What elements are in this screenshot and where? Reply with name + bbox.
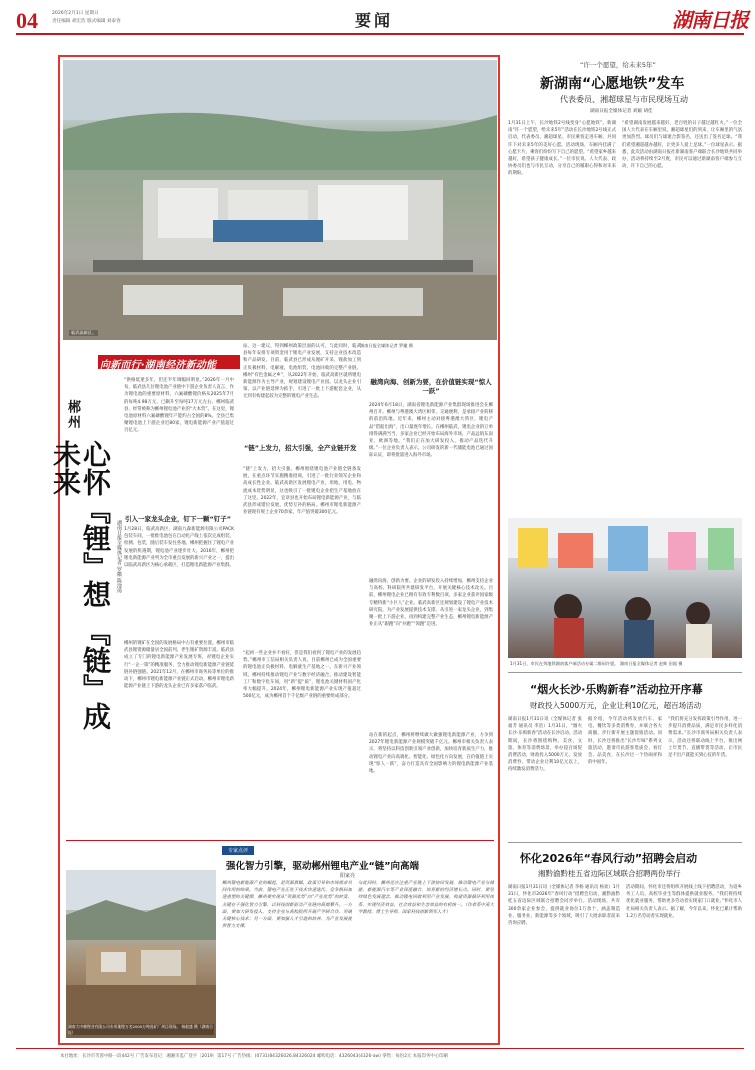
right-divider-2	[508, 842, 742, 843]
right-top-headline: 新湖南“心愿地铁”发车	[540, 76, 685, 92]
right-mid-subhead: 财政投入5000万元，企业让利10亿元，超百场活动	[530, 701, 702, 710]
right-top-byline: 湖南日报全媒体记者 刘颖 胡佳	[590, 109, 653, 114]
page-number: 04	[16, 8, 38, 33]
aerial-photo-industrial-park	[63, 60, 497, 340]
newspaper-logo: 湖南日报	[672, 10, 748, 32]
masthead-rule	[16, 33, 744, 35]
story-column-2-body: “链”上发力，招大引强。郴州围绕锂电池产业链全链条发展，在重点环节实施精准招商，引进了一批行业领军企业和高成长性企业。临武高新区发展锂电产业，用地、用电、物流成本优势明显，这也吸引了一批锂电企业把生产基地放在了这里。2022年，宜章县也开始布局锂电新能源产业，与临武县形成错位发展、优势互补的格局。郴州市锂电新能源产业链现有规上企业70余家，年产值突破300亿元。	[243, 467, 361, 516]
headline-byline: 湖南日报全媒体记者 罗徽 陈淦璋	[116, 520, 122, 594]
expert-comment-headline: 强化智力引擎，驱动郴州锂电产业“链”向高端	[226, 861, 419, 872]
right-bottom-headline: 怀化2026年“春风行动”招聘会启动	[520, 852, 698, 865]
mine-construction-photo	[66, 870, 216, 1038]
expert-comment-col1: 郴州锂电新能源产业的崛起，是资源禀赋、政策引导和市场需求共同作用的结果。当前，锂电产业正处于技术快速迭代、竞争格局加速重塑的关键期，郴州要实现从“资源优势”向“产业优势”的转变，关键在于强化智力引擎，以科技创新驱动产业链向高端攀升。一方面，要加大研发投入，支持企业与高校院所开展产学研合作，突破关键核心技术；另一方面，要加强人才引进和培养，为产业发展提供智力支撑。	[222, 881, 352, 930]
photo-credit: 湖南日报全媒体记者 罗徽 摄	[360, 343, 413, 348]
subhead-1: 引入一家龙头企业，钉下一颗“钉子”	[125, 515, 232, 523]
subhead-3: 融湾向海、创新为要，在价值链实现“惊人一跃”	[370, 378, 492, 395]
story-column-3-body-2: 站在新的起点，郴州将继续做大做强锂电新能源产业，力争到2027年锂电新能源产业规模突破千亿元。郴州市相关负责人表示，将坚持以科技创新引领产业创新，加快培育新质生产力，推动锂电产业向高端化、智能化、绿色化方向发展，在价值链上实现“惊人一跃”，奋力打造具有全国影响力的锂电新能源产业基地。	[369, 733, 493, 775]
right-top-kicker: “许一个愿望，给未来5年”	[580, 61, 656, 69]
right-bottom-col1: 湖南日报1月31日讯（全媒体记者 李杨 通讯员 杨欢）1月31日，怀化市2026年“春风行动”招聘会启动，湘黔渝黔桂五省边际区域联合招聘会同步举行。活动现场，共有300余家企业参会，提供就业岗位1万余个，涵盖制造业、服务业、新能源等多个领域，吸引了大批求职者前来咨询应聘。	[508, 885, 620, 927]
factory-buildings-illustration	[63, 60, 497, 340]
section-title: 要闻	[355, 11, 394, 30]
story-column-3-body: 融湾向海，创新为要。企业的研发投入持续增加，郴州支持企业与高校、科研院所共建研发平台，开展关键核心技术攻关。目前，郴州锂电企业已拥有有效专利数百项，多家企业获评国家级专精特新“小巨人”企业。临武高新区还规划建设了锂电产业技术研究院，为产业发展提供技术支撑。从引进一家龙头企业，到集聚一批上下游企业，再到构建完整产业生态，郴州锂电新能源产业正从“跟跑”向“并跑”“领跑”迈进。	[369, 579, 493, 628]
right-top-col2: “希望湖南发展越来越好，老百姓的日子越过越红火。”一位全国人大代表在车厢里说。湘超球星们的到来，让车厢里的气氛更加热烈。球员们与球迷合影签名，还送出了签名足球。“我们希望湘超越办越好，让更多人爱上足球。”一位球星表示。据悉，此次活动由湖南日报社新湖南客户端联合长沙地铁共同举办，活动将持续至2月底，市民可以通过新湖南客户端参与互动，许下自己的心愿。	[622, 121, 742, 170]
story-column-1-body: 1月28日，临武高新区，湖南九森新能源有限公司PACK包装车间，一批批电池包在自动化产线上依次完成组装、检测、包装，随后装车发往各地。郴州把握住了锂电产业发展的机遇期，锂电池产业逐步壮大。2016年，郴州把锂电新能源产业列为全市重点发展的新兴产业之一，提出以临武高新区为核心承载区，打造锂电新能源产业集群。	[124, 527, 234, 569]
story-column-2-intro: 站、这一建议，得到郴州政策层面的认可。与此同时，临武县每年安排专项资金用于锂电产业发展，支持企业技术改造和产品研发。目前，临武县已形成从锂矿开采、锂盐加工到正负极材料、电解液、电池组装、电池回收的完整产业链。郴州“有色金属之乡”，从2022年开始，临武高新区就将锂电新能源作为主导产业，规划建设锂电产业园。以龙头企业引领、以产业链延伸为抓手，引进了一批上下游配套企业，从无到有构建起较为完整的锂电产业生态。	[243, 344, 361, 400]
story-column-3-intro: 2024年6月18日，湖南省锂电新能源产业集群现场推进会在郴州召开。郴州与粤港澳大湾区相邻，交通便利，是承接产业转移的前沿阵地。近年来，郴州主动对接粤港澳大湾区，锂电产品“借船出海”，出口量逐年增长。在郴州临武，锂电企业的订单排得满满当当，多家企业已经开始布局海外市场，产品远销东南亚、欧洲等地。“我们正在加大研发投入，推动产品迭代升级。”一位企业负责人表示，公司研发的新一代储能电池已通过国际认证，即将批量进入海外市场。	[369, 403, 493, 459]
expert-comment-author: 阳家亮	[340, 873, 356, 879]
metro-wish-photo	[508, 518, 742, 658]
right-mid-col3: “我们将充分发挥政策引导作用，进一步提升消费品质，满足市民多样化消费需求。”长沙市商务局相关负责人表示，活动还将联动线上平台，推出网上年货节、直播带货等活动，让市民足不出户就能买到心仪的年货。	[668, 717, 742, 759]
right-bottom-subhead: 湘黔渝黔桂五省边际区域联合招聘两份举行	[538, 869, 681, 878]
expert-comment-tag: 专家点评	[222, 846, 254, 855]
right-top-col1: 1月31日上午，长沙地铁2号线变身“心愿地铁”。新湖南“许一个愿望，给未来5年”活动在长沙地铁2号线正式启动，代表委员、湘超球星、市民乘客走进车厢，共同许下对未来5年的美好心愿。活动现场，车厢内挂满了心愿卡片，乘客们纷纷写下自己的愿望。“希望家乡越来越好，希望孩子健康成长。”一位市民说。人大代表、政协委员们也与市民互动，分享自己的履职心得和对未来的期盼。	[508, 121, 616, 177]
story-column-1-intro: “供格低迷多年，但还半年调幅回明显。”2026年一月中旬，临武县几位锂电池产业链中下游企业负责人直言，作为锂电池的重要原材料，六氟磷酸锂价格从2025年7月的每吨4.98万元，已飙升至每吨17万元左右。郴州临武县，经常被称为郴州锂电池产业的“大本营”。在这里，锂电池原材料六氟磷酸锂年产能约占全国的8%。全县已集聚锂电池上下游企业近80家，锂电新能源产业产值超过百亿元。	[124, 378, 234, 434]
masthead	[0, 0, 755, 40]
feature-banner-text: 向新而行·湖南经济新动能	[100, 360, 217, 371]
issue-date: 2026年2月1日 星期日	[52, 11, 99, 16]
photo-caption: 临武高新区。	[71, 330, 97, 335]
right-top-subhead: 代表委员、湘超球星与市民现场互动	[560, 95, 688, 104]
expert-comment-col2: 与此同时，郴州还应注重产业链上下游协同发展，推动锂电产业与储能、新能源汽车等产业深度融合，培育新的经济增长点。同时，要坚持绿色发展理念，推动锂电回收利用产业发展，构建资源循环利用体系，实现经济效益、社会效益和生态效益的有机统一。（作者系中南大学教授、博士生导师，国家科技创新领军人才）	[358, 881, 494, 915]
footer-text: 本社地址：长沙市芙蓉中路一段442号 广告发布登记：湘湘市监广登字〔2019〕第17号 广告热线：(0731)84326026,84326024 邮购电话：4326043(4326-aw) 零售：每份2元 本报印务中心印刷	[60, 1054, 448, 1059]
story-column-1-body-2: 郴州的锂矿在全国的发展格局中占有重要位置。郴州市临武县锂资源储量居全国前列，伴生锂矿资源丰富。临武县成立了专门的锂电新能源产业发展专班，对锂电企业实行“一企一策”的精准服务，全力推动锂电新能源产业链延链补链强链。2021年12月，在郴州市商务局等单位的推动下，郴州市锂电新能源产业链正式启动，郴州市锂电新能源产业链上下游的龙头企业已有多家落户临武。	[124, 641, 234, 690]
right-mid-col1: 湖南日报1月31日讯（全媒体记者 张福芳 通讯员 李浩）1月31日，“烟火长沙·乐购新春”活动在长沙启动。活动期间，长沙将围绕购物、美食、文旅、体育等消费场景，举办超百场促消费活动，财政投入5000万元，发放消费券，带动企业让利10亿元以上，持续激发消费活力。	[508, 717, 582, 773]
bottom-photo-caption: 湖南大中赫锂业有限公司专项地锂万名2000万吨选矿厂项目现场。 杨毅盛 摄（湖南日报）	[68, 1024, 213, 1035]
footer-rule	[16, 1048, 744, 1049]
right-divider-1	[508, 672, 742, 673]
metro-carriage-illustration	[508, 518, 742, 658]
metro-photo-caption: 1月31日，市民在列地铁湖南客户端活动专属二维码许愿。 湖南日报全媒体记者 赵帅 田超 摄	[510, 661, 683, 666]
headline-kicker: 郴州	[65, 400, 80, 430]
construction-site-illustration	[66, 870, 216, 1038]
main-headline-vertical: 心怀『锂』想 『链』成未来	[49, 440, 112, 730]
subhead-2: “链”上发力，招大引强，全产业链开发	[244, 444, 357, 452]
inner-divider	[66, 840, 494, 841]
editor-credits: 责任编辑 胡宏浩 版式编辑 刘泰春	[52, 19, 121, 24]
story-column-2-body-2: “起初一些企业并不看好，但是我们看到了锂电产业的发展趋势。”郴州市工信局相关负责人说，目前郴州已成为全国重要的锂电池正负极材料、电解液生产基地之一。在新兴产业领域，郴州持续推动锂电产业与数字经济融合，推动建设智能工厂和数字化车间，用“新”提“质”，锂电池关键材料国产化率大幅提升。2024年，郴州锂电新能源产业实现产值超过500亿元，成为郴州首个千亿级产业链的重要组成部分。	[243, 651, 361, 700]
right-bottom-col2: 活动期间，怀化市还将组织开展线上线下招聘活动，为返乡务工人员、高校毕业生等群体提供就业服务。“我们将持续优化就业服务，帮助更多劳动者实现家门口就业。”怀化市人社局相关负责人表示。据了解，今年以来，怀化已累计帮助1.2万名劳动者实现就业。	[626, 885, 742, 919]
right-mid-headline: “烟火长沙·乐购新春”活动拉开序幕	[530, 683, 703, 696]
right-mid-col2: 据介绍，今年活动将发放汽车、家电、餐饮等多类消费券，并联合各大商圈、步行街开展主题促销活动。同时，长沙还将推出“长沙年味”系列文旅活动，邀请市民游客逛庙会、看灯会、品美食，在长沙过一个热闹祥和的中国年。	[588, 717, 662, 766]
